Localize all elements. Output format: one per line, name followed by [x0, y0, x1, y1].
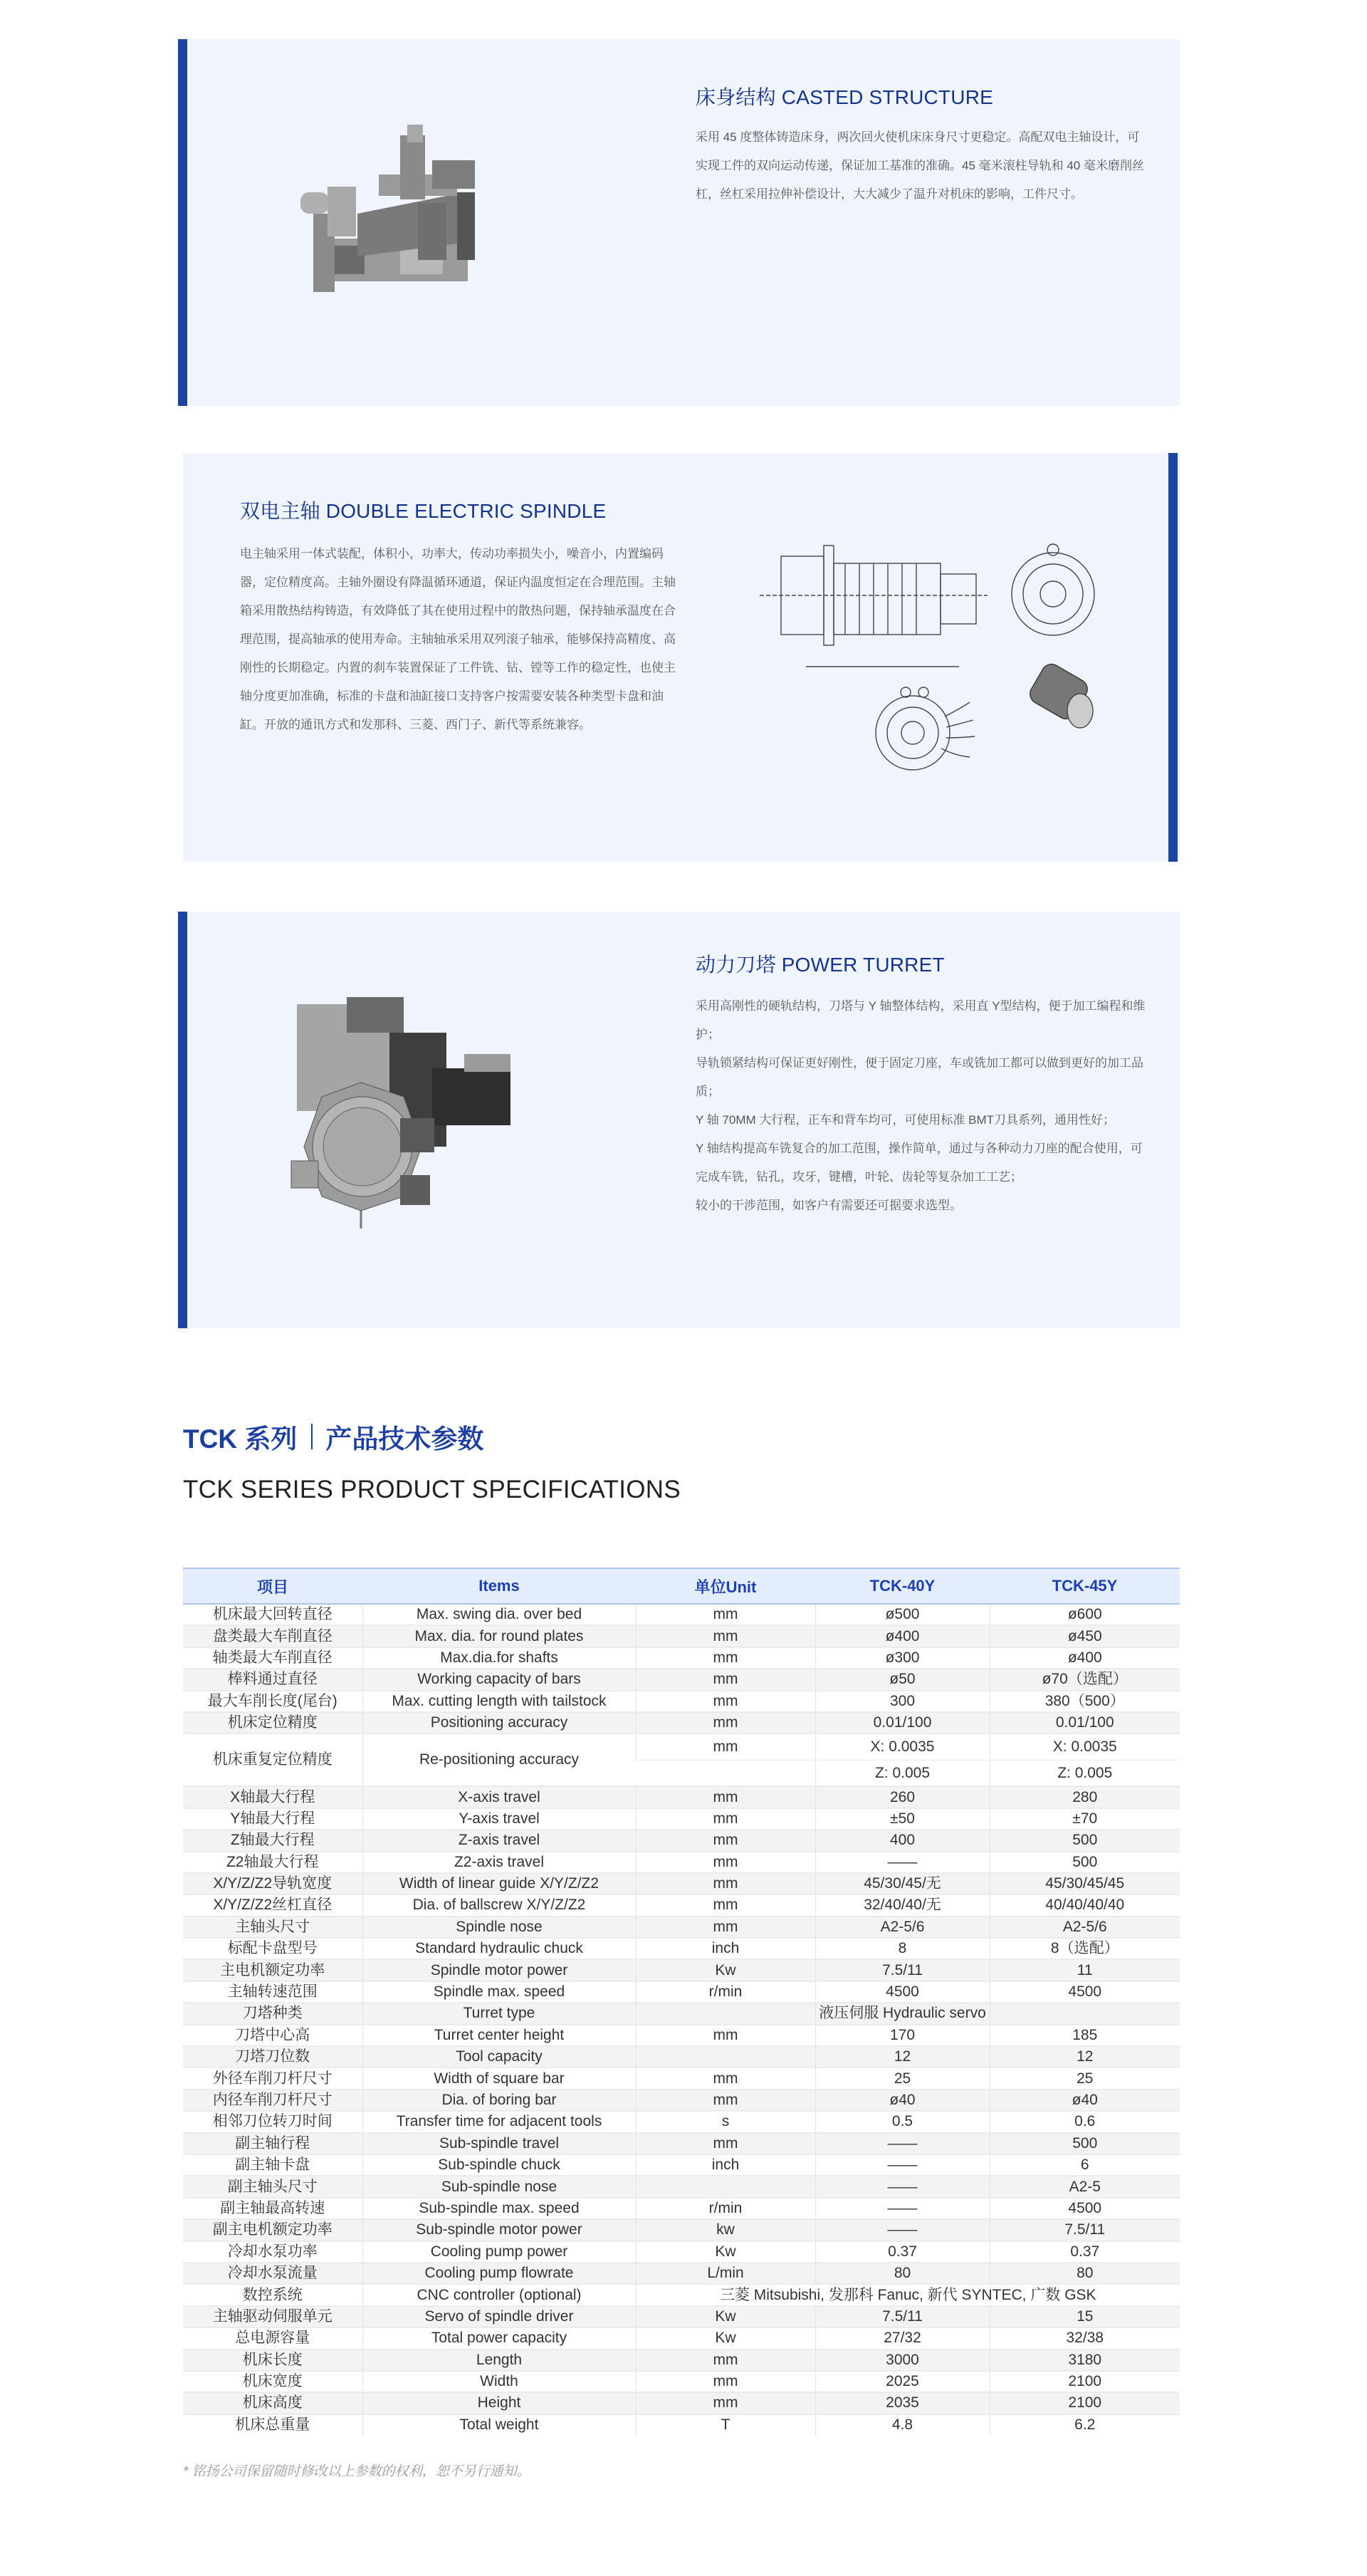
cell-tck45y: A2-5/6	[990, 1917, 1180, 1938]
cell-tck40y: 260	[815, 1786, 990, 1808]
cell-tck45y: 25	[990, 2067, 1180, 2089]
cell-tck45y: 500	[990, 1830, 1180, 1851]
cell-tck40y: Z: 0.005	[815, 1760, 990, 1786]
feature-description: Y 轴结构提高车铣复合的加工范围，操作简单，通过与各种动力刀座的配合使用，可完成车铣，钻孔，攻牙，键槽，叶轮、齿轮等复杂加工工艺；	[696, 1142, 1143, 1184]
cell-tck45y: Z: 0.005	[990, 1760, 1180, 1786]
cell-tck40y: ——	[815, 2133, 990, 2154]
cell-unit	[636, 2176, 815, 2197]
cell-unit: mm	[636, 1691, 815, 1712]
specs-subtitle-cn: 产品技术参数	[325, 1424, 484, 1454]
cell-unit: mm	[636, 2067, 815, 2089]
cell-item-en: Tool capacity	[362, 2046, 636, 2067]
table-row	[183, 2090, 1180, 2111]
feature-title: 双电主轴 DOUBLE ELECTRIC SPINDLE	[240, 500, 607, 522]
cell-tck45y: 7.5/11	[990, 2219, 1180, 2241]
cell-tck40y: ±50	[815, 1808, 990, 1830]
cell-item-cn: 主轴转速范围	[227, 1983, 318, 2001]
cell-tck45y: ø70（选配）	[990, 1669, 1180, 1690]
cell-tck45y: 6.2	[990, 2414, 1180, 2436]
cell-tck40y: ø500	[815, 1604, 990, 1625]
cell-item-en: Max. swing dia. over bed	[362, 1604, 636, 1625]
table-row	[183, 2111, 1180, 2132]
accent-bar	[178, 912, 187, 1328]
cell-tck45y: 40/40/40/40	[990, 1894, 1180, 1916]
cell-unit: kw	[636, 2219, 815, 2241]
cell-unit: L/min	[636, 2263, 815, 2284]
cell-unit: inch	[636, 1938, 815, 1959]
power-turret-image	[283, 990, 525, 1232]
cell-item-en: Cooling pump power	[362, 2241, 636, 2263]
cell-tck40y: 4.8	[815, 2414, 990, 2436]
cell-item-en: X-axis travel	[362, 1786, 636, 1808]
cell-tck40y: A2-5/6	[815, 1917, 990, 1938]
cell-tck45y: ø40	[990, 2090, 1180, 2111]
cell-item-en: Width	[362, 2371, 636, 2392]
cell-tck45y: 15	[990, 2306, 1180, 2327]
cell-item-cn: 主轴驱动伺服单元	[183, 2306, 362, 2327]
table-row	[183, 2067, 1180, 2089]
cell-tck40y: 400	[815, 1830, 990, 1851]
cell-tck45y: 380（500）	[990, 1691, 1180, 1712]
cell-tck40y: ø300	[815, 1647, 990, 1669]
cell-tck45y: 4500	[990, 2198, 1180, 2219]
cell-item-en: Max.dia.for shafts	[362, 1647, 636, 1669]
specs-title-cn	[183, 1417, 681, 1456]
cell-unit: T	[636, 2414, 815, 2436]
cell-item-cn: 刀塔中心高	[235, 2026, 310, 2043]
cell-item-cn: 标配卡盘型号	[227, 1940, 318, 1957]
series-name: TCK 系列	[183, 1424, 298, 1454]
cell-tck40y: 80	[815, 2263, 990, 2284]
accent-bar	[1168, 453, 1178, 862]
cell-unit: Kw	[636, 2327, 815, 2349]
cell-item-cn: 机床定位精度	[183, 1712, 362, 1733]
cell-tck45y: 4500	[990, 1981, 1180, 2003]
cell-item-en: Length	[362, 2350, 636, 2371]
cell-item-en: Spindle motor power	[362, 1959, 636, 1981]
feature-title: 床身结构 CASTED STRUCTURE	[696, 86, 993, 108]
cell-item-en: Width of linear guide X/Y/Z/Z2	[362, 1873, 636, 1894]
cell-unit: mm	[636, 1604, 815, 1625]
cell-item-cn: 相邻刀位转刀时间	[212, 2113, 332, 2130]
table-row	[183, 1604, 1180, 1625]
cell-item-en: Standard hydraulic chuck	[362, 1938, 636, 1959]
cell-tck45y: 0.37	[990, 2241, 1180, 2263]
cell-unit: mm	[636, 2090, 815, 2111]
cell-unit	[636, 2003, 815, 2024]
cell-item-cn: X轴最大行程	[183, 1786, 362, 1808]
feature-description: 采用高刚性的硬轨结构，刀塔与 Y 轴整体结构，采用直 Y型结构，便于加工编程和维护；	[696, 999, 1146, 1041]
feature-card-double-electric-spindle	[183, 453, 1180, 862]
cell-tck40y: ø400	[815, 1625, 990, 1647]
table-row	[183, 1733, 1180, 1760]
cell-tck45y: 32/38	[990, 2327, 1180, 2349]
cell-tck40y: ø40	[815, 2090, 990, 2111]
cell-tck45y: 3180	[990, 2350, 1180, 2371]
cell-item-en: Total power capacity	[362, 2327, 636, 2349]
cell-tck45y	[990, 2003, 1180, 2024]
cell-item-en: Height	[362, 2392, 636, 2414]
feature-description: 电主轴采用一体式装配，体积小，功率大，传动功率损失小，噪音小，内置编码器，定位精度高。主轴外圈设有降温循环通道，保证内温度恒定在合理范围。主轴箱采用散热结构铸造，有效降低了其在使用过程中的散热问题，保持轴承温度在合理范围，提高轴承的使用寿命。主轴轴承采用双列滚子轴承，能够保持高精度、高刚性的长期稳定。内置的刹车装置保证了工件铣、钻、镗等工作的稳定性，也使主轴分度更加准确，标准的卡盘和油缸接口支持客户按需要安装各种类型卡盘和油缸。开放的通讯方式和发那科、三菱、西门子、新代等系统兼容。	[240, 547, 676, 731]
table-row	[183, 2306, 1180, 2327]
cell-item-cn: 主轴头尺寸	[183, 1917, 362, 1938]
cell-tck45y: ø400	[990, 1647, 1180, 1669]
cell-unit: mm	[636, 1873, 815, 1894]
title-divider	[311, 1424, 313, 1449]
table-row	[183, 1852, 1180, 1873]
cell-unit: mm	[636, 2025, 815, 2046]
accent-bar	[178, 39, 187, 406]
cell-tck40y: ——	[815, 2219, 990, 2241]
cell-item-cn: 数控系统	[242, 2286, 303, 2303]
table-row	[183, 1712, 1180, 1733]
cell-item-cn: 外径车削刀杆尺寸	[212, 2070, 332, 2087]
cell-item-cn: Y轴最大行程	[230, 1810, 315, 1827]
table-row	[183, 2176, 1180, 2197]
cell-tck40y: 32/40/40/无	[815, 1894, 990, 1916]
cell-tck40y: ——	[815, 2154, 990, 2176]
cell-tck40y: ——	[815, 2198, 990, 2219]
table-row	[183, 1830, 1180, 1851]
cell-item-cn: 刀塔种类	[183, 2003, 362, 2024]
cell-item-en: Sub-spindle max. speed	[362, 2198, 636, 2219]
table-row	[183, 2392, 1180, 2414]
column-header: TCK-40Y	[815, 1568, 990, 1604]
cell-unit: mm	[636, 1669, 815, 1690]
cell-tck45y: 500	[990, 2133, 1180, 2154]
cell-item-en: Turret center height	[362, 2025, 636, 2046]
table-row	[183, 2241, 1180, 2263]
feature-description: 较小的干涉范围，如客户有需要还可据要求选型。	[696, 1199, 962, 1212]
cell-item-cn: 总电源容量	[235, 2330, 310, 2347]
cell-unit: mm	[636, 1808, 815, 1830]
cell-unit: Kw	[636, 2306, 815, 2327]
cell-item-en: Spindle nose	[362, 1917, 636, 1938]
cell-item-cn: 副主轴卡盘	[235, 2157, 310, 2174]
cell-tck40y: 7.5/11	[815, 1959, 990, 1981]
cell-item-cn: 副主轴头尺寸	[183, 2176, 362, 2197]
cell-item-cn: 机床高度	[183, 2392, 362, 2414]
cell-tck40y: 12	[815, 2046, 990, 2067]
cell-unit: mm	[636, 2392, 815, 2414]
cell-item-en: Positioning accuracy	[362, 1712, 636, 1733]
cell-unit: mm	[636, 1786, 815, 1808]
cell-unit: inch	[636, 2154, 815, 2176]
cell-tck45y: 280	[990, 1786, 1180, 1808]
cell-tck45y: 0.6	[990, 2111, 1180, 2132]
cell-item-en: Servo of spindle driver	[362, 2306, 636, 2327]
cell-tck45y: 185	[990, 2025, 1180, 2046]
cell-tck45y: 11	[990, 1959, 1180, 1981]
table-row	[183, 1917, 1180, 1938]
cell-unit	[636, 1760, 815, 1786]
feature-card-casted-structure	[183, 39, 1180, 406]
cell-item-cn: 最大车削长度(尾台)	[207, 1692, 337, 1709]
table-row	[183, 2154, 1180, 2176]
cell-item-cn: 内径车削刀杆尺寸	[183, 2090, 362, 2111]
feature-description: 导轨锁紧结构可保证更好刚性，便于固定刀座，车或铣加工都可以做到更好的加工品质；	[696, 1056, 1143, 1098]
table-row	[183, 2219, 1180, 2241]
cell-tck40y: 0.5	[815, 2111, 990, 2132]
cell-tck45y: 80	[990, 2263, 1180, 2284]
cell-unit: mm	[636, 1647, 815, 1669]
feature-description: 采用 45 度整体铸造床身，两次回火使机床床身尺寸更稳定。高配双电主轴设计，可实现工件的双向运动传递，保证加工基准的准确。45 毫米滚柱导轨和 40 毫米磨削丝杠，丝杠采用拉伸补偿设计，大大减少了温升对机床的影响，工件尺寸。	[696, 130, 1144, 201]
table-header-row	[183, 1568, 1180, 1604]
cell-item-cn: 机床重复定位精度	[212, 1751, 332, 1768]
cell-item-en: Cooling pump flowrate	[362, 2263, 636, 2284]
cell-unit: s	[636, 2111, 815, 2132]
specs-heading	[183, 1417, 681, 1504]
cell-cnc-options: 三菱 Mitsubishi, 发那科 Fanuc, 新代 SYNTEC, 广数 GSK	[636, 2284, 1180, 2305]
cell-tck40y: 2035	[815, 2392, 990, 2414]
table-row	[183, 2371, 1180, 2392]
cell-tck40y: 27/32	[815, 2327, 990, 2349]
cell-item-en: Dia. of ballscrew X/Y/Z/Z2	[362, 1894, 636, 1916]
cell-item-cn: 副主轴最高转速	[220, 2199, 325, 2216]
cell-unit: mm	[636, 1733, 815, 1760]
cell-tck40y: 170	[815, 2025, 990, 2046]
table-row	[183, 2327, 1180, 2349]
cell-tck40y: 300	[815, 1691, 990, 1712]
table-row	[183, 2284, 1180, 2305]
cell-item-en: Sub-spindle chuck	[362, 2154, 636, 2176]
cell-item-cn: 机床最大回转直径	[212, 1606, 332, 1623]
cell-tck45y: ±70	[990, 1808, 1180, 1830]
column-header: TCK-45Y	[990, 1568, 1180, 1604]
cell-unit: mm	[636, 2133, 815, 2154]
cell-tck40y: ø50	[815, 1669, 990, 1690]
disclaimer-note: * 铭扬公司保留随时修改以上参数的权利，恕不另行通知。	[183, 2464, 530, 2479]
cell-unit: mm	[636, 1712, 815, 1733]
electric-spindle-drawing	[753, 524, 1151, 781]
cell-tck40y: 7.5/11	[815, 2306, 990, 2327]
cell-item-en: Re-positioning accuracy	[362, 1733, 636, 1786]
cell-tck40y: ——	[815, 2176, 990, 2197]
cell-item-cn: 副主电机额定功率	[183, 2219, 362, 2241]
cell-unit	[636, 2046, 815, 2067]
table-row	[183, 2198, 1180, 2219]
cell-item-cn: 冷却水泵流量	[183, 2263, 362, 2284]
column-header: 项目	[183, 1568, 362, 1604]
cell-unit: mm	[636, 1852, 815, 1873]
cell-item-cn: X/Y/Z/Z2导轨宽度	[183, 1873, 362, 1894]
cell-tck40y: X: 0.0035	[815, 1733, 990, 1760]
cell-tck45y: 45/30/45/45	[990, 1873, 1180, 1894]
table-row	[183, 1625, 1180, 1647]
cell-tck40y: 25	[815, 2067, 990, 2089]
cell-tck45y: 0.01/100	[990, 1712, 1180, 1733]
table-row	[183, 2133, 1180, 2154]
cell-item-en: Width of square bar	[362, 2067, 636, 2089]
cell-item-cn: 棒料通过直径	[183, 1669, 362, 1690]
table-row	[183, 1981, 1180, 2003]
feature-title: 动力刀塔 POWER TURRET	[696, 954, 945, 976]
cell-item-en: Y-axis travel	[362, 1808, 636, 1830]
cell-tck45y: ø450	[990, 1625, 1180, 1647]
table-row	[183, 2263, 1180, 2284]
cell-item-cn: 轴类最大车削直径	[212, 1649, 332, 1666]
cell-unit: mm	[636, 1894, 815, 1916]
cell-tck40y: 0.37	[815, 2241, 990, 2263]
cell-tck40y: 2025	[815, 2371, 990, 2392]
cell-item-en: Working capacity of bars	[362, 1669, 636, 1690]
column-header: Items	[362, 1568, 636, 1604]
cell-item-en: Transfer time for adjacent tools	[362, 2111, 636, 2132]
table-row	[183, 1669, 1180, 1690]
cell-unit: r/min	[636, 2198, 815, 2219]
cell-tck45y: ø600	[990, 1604, 1180, 1625]
cell-tck40y: 45/30/45/无	[815, 1873, 990, 1894]
table-row	[183, 1894, 1180, 1916]
cell-item-cn: 机床长度	[183, 2350, 362, 2371]
cell-unit: mm	[636, 1917, 815, 1938]
cell-item-en: Z-axis travel	[362, 1830, 636, 1851]
cell-tck40y: 3000	[815, 2350, 990, 2371]
cell-item-cn: 盘类最大车削直径	[183, 1625, 362, 1647]
cell-item-en: Sub-spindle nose	[362, 2176, 636, 2197]
cell-item-en: Max. cutting length with tailstock	[362, 1691, 636, 1712]
cell-tck40y: 液压伺服 Hydraulic servo	[815, 2003, 990, 2024]
cell-tck45y: 2100	[990, 2371, 1180, 2392]
cell-tck40y: ——	[815, 1852, 990, 1873]
cell-unit: Kw	[636, 1959, 815, 1981]
cell-unit: mm	[636, 2371, 815, 2392]
cell-item-en: Max. dia. for round plates	[362, 1625, 636, 1647]
table-row	[183, 2350, 1180, 2371]
cell-tck40y: 4500	[815, 1981, 990, 2003]
feature-card-power-turret	[183, 912, 1180, 1328]
column-header: 单位Unit	[636, 1568, 815, 1604]
cell-tck45y: X: 0.0035	[990, 1733, 1180, 1760]
cell-item-en: Sub-spindle travel	[362, 2133, 636, 2154]
cell-item-cn: Z轴最大行程	[183, 1830, 362, 1851]
cell-item-en: Sub-spindle motor power	[362, 2219, 636, 2241]
cell-tck45y: 12	[990, 2046, 1180, 2067]
table-row	[183, 1873, 1180, 1894]
cell-item-cn: 冷却水泵功率	[227, 2243, 318, 2260]
cell-unit: mm	[636, 1830, 815, 1851]
casted-structure-image	[286, 107, 500, 320]
cell-unit: mm	[636, 2350, 815, 2371]
cell-tck40y: 8	[815, 1938, 990, 1959]
cell-tck45y: 500	[990, 1852, 1180, 1873]
cell-unit: Kw	[636, 2241, 815, 2263]
cell-item-cn: 主电机额定功率	[183, 1959, 362, 1981]
table-row	[183, 1959, 1180, 1981]
cell-tck45y: A2-5	[990, 2176, 1180, 2197]
table-row	[183, 2046, 1180, 2067]
cell-tck40y: 0.01/100	[815, 1712, 990, 1733]
table-row	[183, 1691, 1180, 1712]
cell-item-cn: 机床总重量	[235, 2416, 310, 2434]
cell-item-cn: 刀塔刀位数	[183, 2046, 362, 2067]
cell-tck45y: 2100	[990, 2392, 1180, 2414]
cell-item-en: CNC controller (optional)	[362, 2284, 636, 2305]
cell-item-cn: 副主轴行程	[183, 2133, 362, 2154]
feature-description: Y 轴 70MM 大行程，正车和背车均可，可使用标准 BMT刀具系列，通用性好；	[696, 1113, 1116, 1127]
cell-unit: r/min	[636, 1981, 815, 2003]
table-row	[183, 1786, 1180, 1808]
specs-title-en: TCK SERIES PRODUCT SPECIFICATIONS	[183, 1476, 681, 1503]
cell-unit: mm	[636, 1625, 815, 1647]
cell-tck45y: 8（选配）	[990, 1938, 1180, 1959]
cell-item-cn: 机床宽度	[242, 2373, 303, 2390]
cell-item-en: Dia. of boring bar	[362, 2090, 636, 2111]
cell-item-en: Total weight	[362, 2414, 636, 2436]
table-row	[183, 2025, 1180, 2046]
table-row	[183, 1647, 1180, 1669]
table-row	[183, 2003, 1180, 2024]
table-row	[183, 1808, 1180, 1830]
cell-item-en: Z2-axis travel	[362, 1852, 636, 1873]
cell-item-en: Turret type	[362, 2003, 636, 2024]
cell-item-cn: X/Y/Z/Z2丝杠直径	[213, 1897, 332, 1914]
cell-item-cn: Z2轴最大行程	[226, 1853, 319, 1870]
specifications-table	[183, 1568, 1180, 2436]
cell-item-en: Spindle max. speed	[362, 1981, 636, 2003]
table-row	[183, 1938, 1180, 1959]
table-row	[183, 2414, 1180, 2436]
cell-tck45y: 6	[990, 2154, 1180, 2176]
